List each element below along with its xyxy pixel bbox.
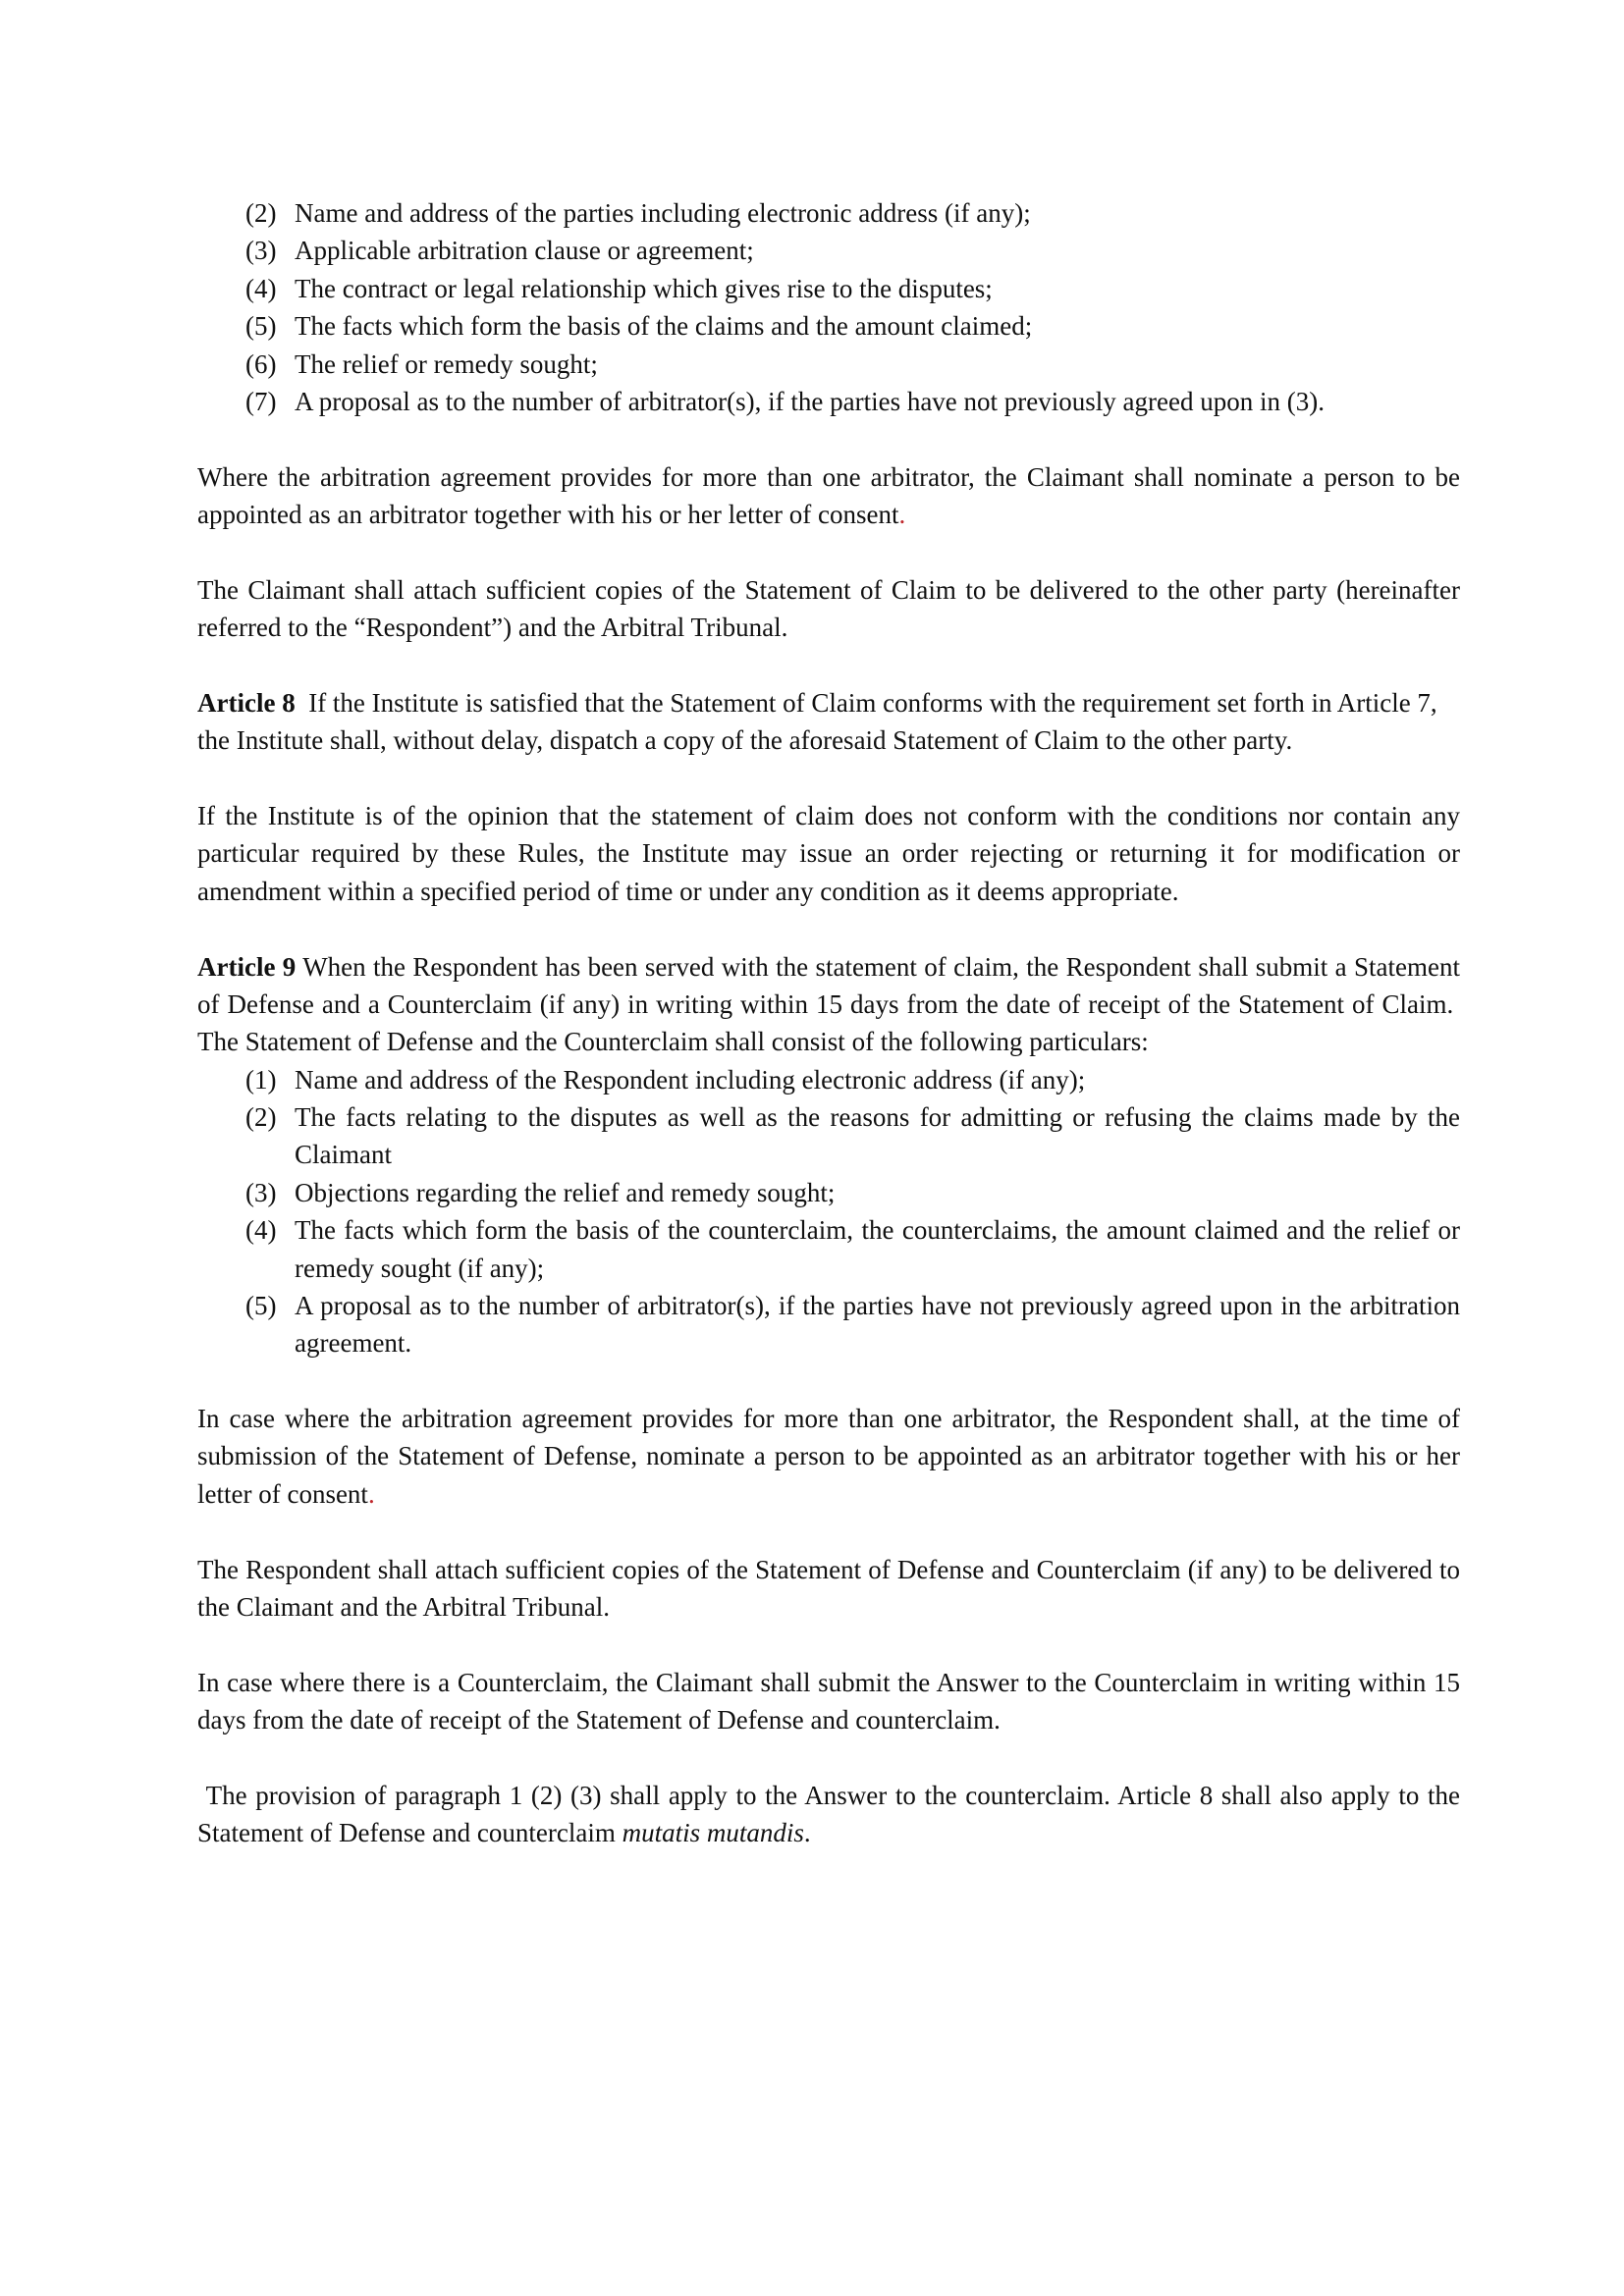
list-item: [197, 194, 1460, 232]
paragraph-institute-opinion: If the Institute is of the opinion that the statement of claim does not conform with the conditions nor contain any particular required by these Rules, the Institute may issue an order rejecting or returning it for modification or amendment within a specified period of time or under any condition as it deems appropriate.: [197, 801, 1460, 906]
list-text: The facts relating to the disputes as well as the reasons for admitting or refusing the claims made by the Claimant: [295, 1102, 1460, 1170]
list-text: The facts which form the basis of the counterclaim, the counterclaims, the amount claimed and the relief or remedy sought (if any);: [295, 1215, 1460, 1283]
list-item: [197, 1098, 1460, 1174]
list-text: Name and address of the Respondent including electronic address (if any);: [295, 1064, 1086, 1095]
list-number: (2): [245, 1102, 277, 1132]
list-text: The relief or remedy sought;: [295, 348, 598, 379]
list-item: [197, 270, 1460, 307]
list-item: [197, 1211, 1460, 1287]
list-number: (4): [245, 273, 277, 303]
list-item: [197, 383, 1460, 420]
list-number: (2): [245, 198, 277, 228]
list-text: Objections regarding the relief and remedy sought;: [295, 1177, 836, 1207]
paragraph-claimant-nominate: [197, 458, 1460, 534]
paragraph-text: The provision of paragraph 1 (2) (3) shall apply to the Answer to the counterclaim. Article 8 shall also apply to the Statement of Defense and counterclaim: [197, 1780, 1460, 1848]
list-text: The contract or legal relationship which gives rise to the disputes;: [295, 273, 993, 303]
paragraph-text: In case where the arbitration agreement provides for more than one arbitrator, the Respondent shall, at the time of submission of the Statement of Defense, nominate a person to be appointed as an arbitrator together with his or her letter of consent: [197, 1404, 1460, 1509]
list-item: [197, 1061, 1460, 1098]
list-number: (4): [245, 1215, 277, 1246]
paragraph-answer-counterclaim: In case where there is a Counterclaim, the Claimant shall submit the Answer to the Counterclaim in writing within 15 days from the date of receipt of the Statement of Defense and counterclaim.: [197, 1667, 1460, 1735]
list-text: Applicable arbitration clause or agreement;: [295, 236, 754, 266]
list-number: (6): [245, 348, 277, 379]
paragraph-respondent-copies: The Respondent shall attach sufficient copies of the Statement of Defense and Counterclaim (if any) to be delivered to the Claimant and the Arbitral Tribunal.: [197, 1554, 1460, 1622]
list-item: [197, 346, 1460, 383]
list-number: (3): [245, 1177, 277, 1207]
list-item: [197, 307, 1460, 345]
list-item: [197, 1174, 1460, 1211]
list-number: (1): [245, 1064, 277, 1095]
article-text: When the Respondent has been served with the statement of claim, the Respondent shall submit a Statement of Defense and a Counterclaim (if any) in writing within 15 days from the date of receipt of the Statement of Claim. The Statement of Defense and the Counterclaim shall consist of the following particulars:: [197, 951, 1460, 1057]
list-number: (5): [245, 311, 277, 342]
paragraph-text: Where the arbitration agreement provides for more than one arbitrator, the Claimant shall nominate a person to be appointed as an arbitrator together with his or her letter of consent: [197, 461, 1460, 529]
list-text: The facts which form the basis of the claims and the amount claimed;: [295, 311, 1033, 342]
list-text: A proposal as to the number of arbitrator(s), if the parties have not previously agreed upon in the arbitration agreement.: [295, 1290, 1460, 1359]
article-heading: Article 8: [197, 687, 296, 718]
list-item: [197, 1287, 1460, 1362]
red-period: .: [367, 1478, 375, 1509]
defense-particulars-list: [197, 1061, 1460, 1362]
article-9: [197, 948, 1460, 1061]
latin-phrase: mutatis mutandis: [622, 1818, 804, 1848]
list-text: Name and address of the parties including electronic address (if any);: [295, 198, 1031, 228]
list-number: (3): [245, 236, 277, 266]
red-period: .: [898, 500, 906, 529]
article-heading: Article 9: [197, 951, 297, 982]
list-number: (7): [245, 386, 277, 416]
claim-particulars-list: [197, 194, 1460, 420]
article-text: If the Institute is satisfied that the Statement of Claim conforms with the requirement set forth in Article 7, the Institute shall, without delay, dispatch a copy of the aforesaid Statement of Claim to the other party.: [197, 687, 1437, 756]
list-number: (5): [245, 1290, 277, 1320]
document-page: [197, 194, 1460, 1890]
paragraph-end: .: [803, 1818, 811, 1848]
list-item: [197, 232, 1460, 269]
paragraph-claimant-copies: The Claimant shall attach sufficient copies of the Statement of Claim to be delivered to the other party (hereinafter referred to the “Respondent”) and the Arbitral Tribunal.: [197, 574, 1460, 643]
paragraph-respondent-nominate: [197, 1400, 1460, 1513]
article-8: [197, 684, 1460, 760]
list-text: A proposal as to the number of arbitrator(s), if the parties have not previously agreed upon in (3).: [295, 386, 1325, 416]
paragraph-provision: [197, 1777, 1460, 1852]
